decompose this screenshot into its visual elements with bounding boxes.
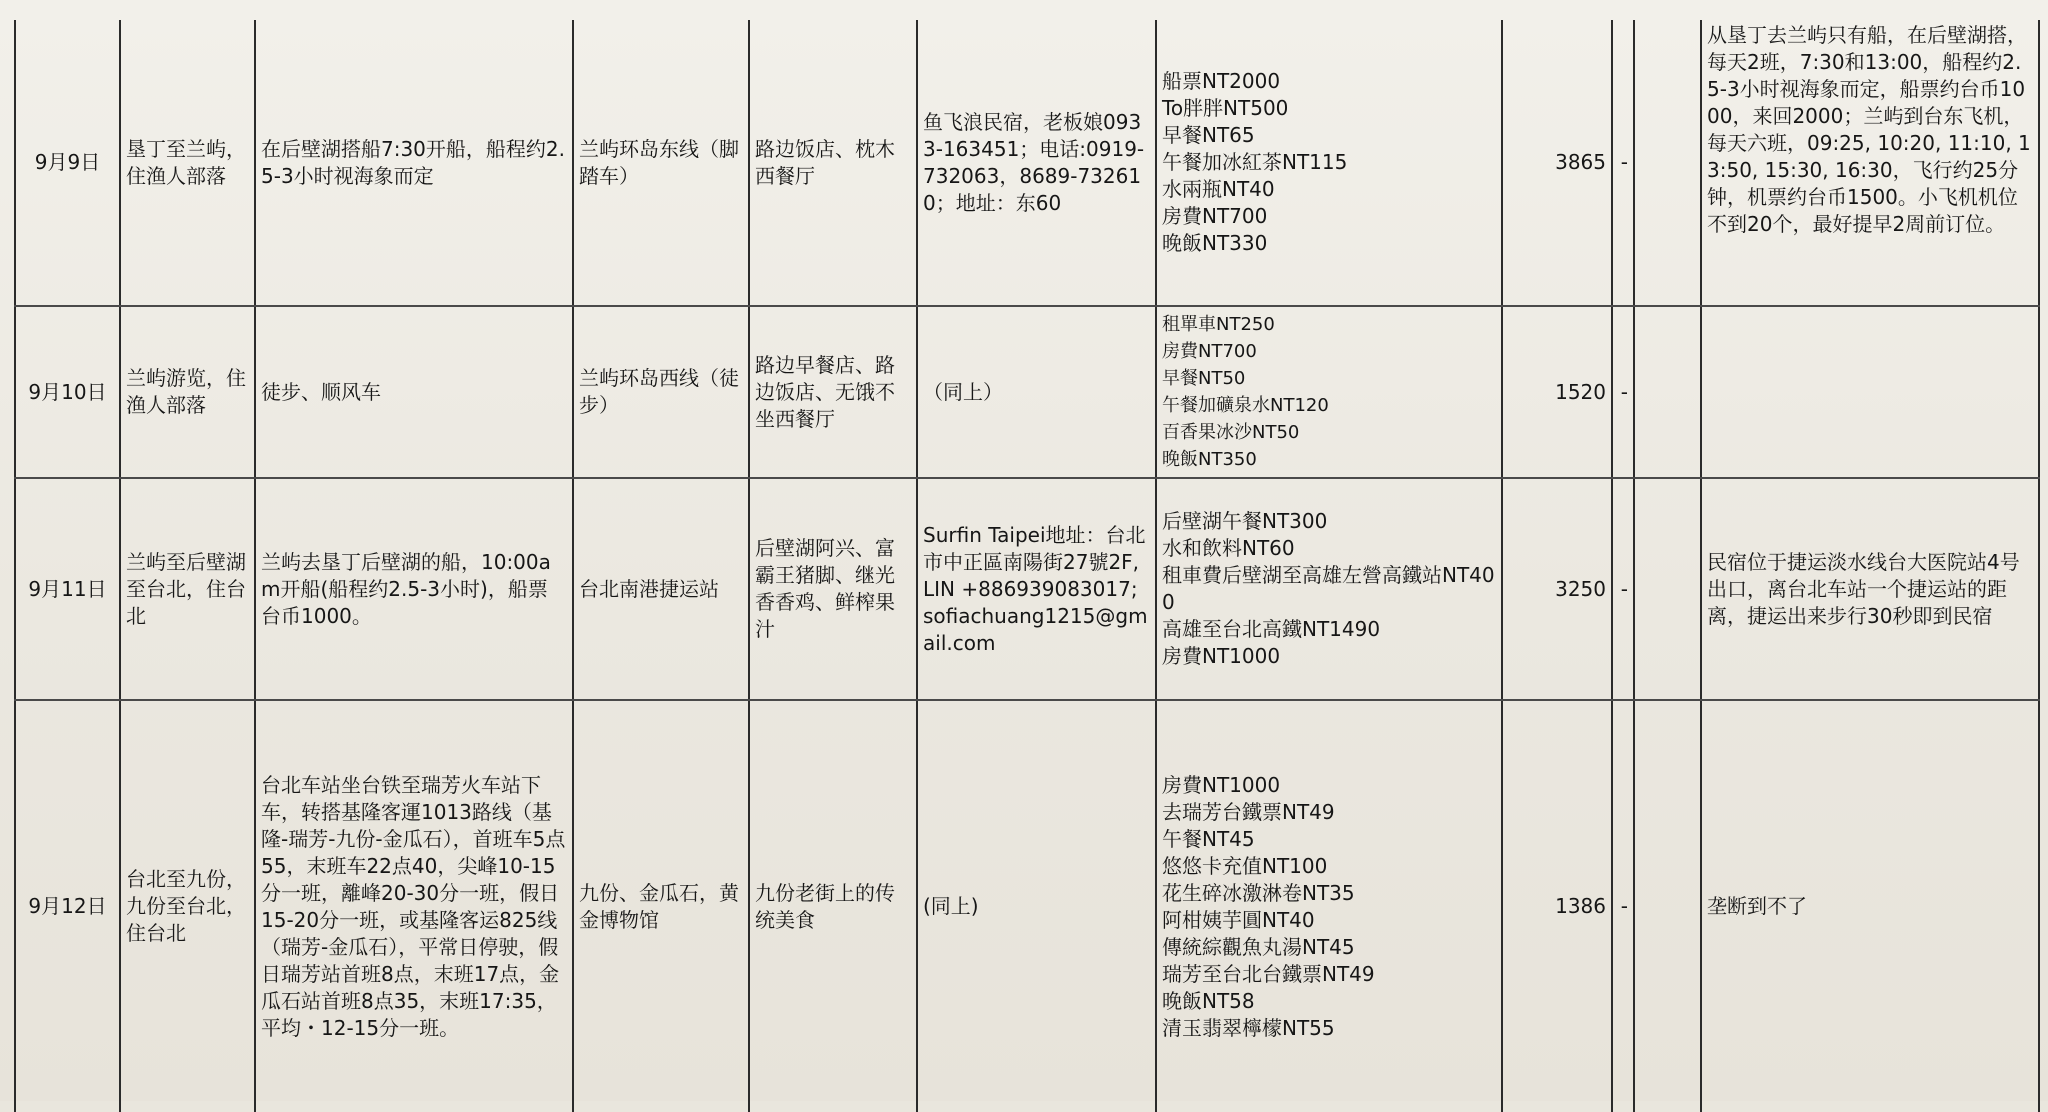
cost-cell bbox=[1156, 478, 1502, 700]
cost-item: 水和飲料NT60 bbox=[1162, 536, 1295, 560]
cost-item: 租車費后壁湖至高雄左營高鐵站NT400 bbox=[1162, 563, 1495, 614]
blank-cell bbox=[1634, 20, 1701, 306]
total-cell: 3250 bbox=[1502, 478, 1612, 700]
cost-item: 高雄至台北高鐵NT1490 bbox=[1162, 617, 1381, 641]
cost-item: 阿柑姨芋圓NT40 bbox=[1162, 907, 1315, 932]
dash-cell: - bbox=[1612, 478, 1634, 700]
route-cell: 兰屿游览，住渔人部落 bbox=[120, 306, 255, 478]
blank-cell bbox=[1634, 478, 1701, 700]
transport-cell: 台北南港捷运站 bbox=[573, 478, 749, 700]
total-cell: 3865 bbox=[1502, 20, 1612, 306]
plan-cell: 在后壁湖搭船7:30开船，船程约2.5-3小时视海象而定 bbox=[255, 20, 573, 306]
cost-item: 水兩瓶NT40 bbox=[1162, 177, 1275, 201]
cost-item: 瑞芳至台北台鐵票NT49 bbox=[1162, 961, 1375, 986]
food-cell: 路边饭店、枕木西餐厅 bbox=[749, 20, 917, 306]
cost-item: 晚飯NT330 bbox=[1162, 231, 1268, 255]
cost-item: 清玉翡翠檸檬NT55 bbox=[1162, 1015, 1335, 1040]
cost-item: 房費NT1000 bbox=[1162, 644, 1281, 668]
cost-item: 晚飯NT350 bbox=[1162, 449, 1257, 470]
cost-item: 房費NT700 bbox=[1162, 341, 1257, 362]
cost-item: 房費NT700 bbox=[1162, 204, 1268, 228]
cost-item: 船票NT2000 bbox=[1162, 69, 1281, 93]
plan-cell: 兰屿去垦丁后壁湖的船，10:00am开船(船程约2.5-3小时)，船票台币1000。 bbox=[255, 478, 573, 700]
cost-item: 早餐NT50 bbox=[1162, 368, 1246, 389]
cost-cell bbox=[1156, 20, 1502, 306]
note-cell bbox=[1701, 306, 2039, 478]
food-cell: 九份老街上的传统美食 bbox=[749, 700, 917, 1112]
plan-cell: 台北车站坐台铁至瑞芳火车站下车，转搭基隆客運1013路线（基隆-瑞芳-九份-金瓜石），首班车5点55，末班车22点40，尖峰10-15分一班，離峰20-30分一班，假日15-20分一班，或基隆客运825线（瑞芳-金瓜石），平常日停驶，假日瑞芳站首班8点，末班17点，金瓜石站首班8点35，末班17:35，平均・12-15分一班。 bbox=[255, 700, 573, 1112]
date-cell: 9月12日 bbox=[15, 700, 120, 1112]
cost-item: 午餐NT45 bbox=[1162, 826, 1255, 851]
itinerary-table bbox=[14, 20, 2040, 1112]
cost-cell bbox=[1156, 306, 1502, 478]
blank-cell bbox=[1634, 700, 1701, 1112]
blank-cell bbox=[1634, 306, 1701, 478]
cost-item: 晚飯NT58 bbox=[1162, 988, 1255, 1013]
stay-cell: （同上） bbox=[917, 306, 1156, 478]
plan-cell: 徒步、顺风车 bbox=[255, 306, 573, 478]
dash-cell: - bbox=[1612, 306, 1634, 478]
table-row bbox=[15, 20, 2039, 306]
cost-item: 百香果冰沙NT50 bbox=[1162, 422, 1300, 443]
cost-item: 悠悠卡充值NT100 bbox=[1162, 853, 1328, 878]
cost-item: 房費NT1000 bbox=[1162, 772, 1281, 797]
date-cell: 9月9日 bbox=[15, 20, 120, 306]
note-cell: 垄断到不了 bbox=[1701, 700, 2039, 1112]
cost-item: 早餐NT65 bbox=[1162, 123, 1255, 147]
table-row bbox=[15, 306, 2039, 478]
cost-item: 后壁湖午餐NT300 bbox=[1162, 509, 1328, 533]
cost-item: 午餐加礦泉水NT120 bbox=[1162, 395, 1329, 416]
cost-item: 午餐加冰紅茶NT115 bbox=[1162, 150, 1348, 174]
dash-cell: - bbox=[1612, 20, 1634, 306]
route-cell: 垦丁至兰屿，住渔人部落 bbox=[120, 20, 255, 306]
total-cell: 1386 bbox=[1502, 700, 1612, 1112]
transport-cell: 兰屿环岛东线（脚踏车） bbox=[573, 20, 749, 306]
total-cell: 1520 bbox=[1502, 306, 1612, 478]
note-cell: 从垦丁去兰屿只有船，在后壁湖搭，每天2班，7:30和13:00，船程约2.5-3小时视海象而定，船票约台币1000，来回2000；兰屿到台东飞机，每天六班，09:25, 10:20, 11:10, 13:50, 15:30, 16:30，飞行约25分钟，机票约台币1500。小飞机机位不到20个，最好提早2周前订位。 bbox=[1701, 20, 2039, 306]
note-cell: 民宿位于捷运淡水线台大医院站4号出口，离台北车站一个捷运站的距离，捷运出来步行30秒即到民宿 bbox=[1701, 478, 2039, 700]
food-cell: 路边早餐店、路边饭店、无饿不坐西餐厅 bbox=[749, 306, 917, 478]
table-row bbox=[15, 700, 2039, 1112]
cost-item: 租單車NT250 bbox=[1162, 314, 1275, 335]
transport-cell: 九份、金瓜石，黄金博物馆 bbox=[573, 700, 749, 1112]
dash-cell: - bbox=[1612, 700, 1634, 1112]
stay-cell: (同上) bbox=[917, 700, 1156, 1112]
cost-item: 花生碎冰激淋卷NT35 bbox=[1162, 880, 1355, 905]
cost-item: 傳統綜觀魚丸湯NT45 bbox=[1162, 934, 1355, 959]
route-cell: 台北至九份，九份至台北，住台北 bbox=[120, 700, 255, 1112]
date-cell: 9月10日 bbox=[15, 306, 120, 478]
table-row bbox=[15, 478, 2039, 700]
cost-item: To胖胖NT500 bbox=[1162, 96, 1289, 120]
food-cell: 后壁湖阿兴、富霸王猪脚、继光香香鸡、鲜榨果汁 bbox=[749, 478, 917, 700]
cost-item: 去瑞芳台鐵票NT49 bbox=[1162, 799, 1335, 824]
cost-cell bbox=[1156, 700, 1502, 1112]
stay-cell: 鱼飞浪民宿，老板娘0933-163451；电话:0919-732063，8689-732610；地址：东60 bbox=[917, 20, 1156, 306]
stay-cell: Surfin Taipei地址：台北市中正區南陽街27號2F, LIN +886939083017; sofiachuang1215@gmail.com bbox=[917, 478, 1156, 700]
transport-cell: 兰屿环岛西线（徒步） bbox=[573, 306, 749, 478]
route-cell: 兰屿至后壁湖至台北，住台北 bbox=[120, 478, 255, 700]
date-cell: 9月11日 bbox=[15, 478, 120, 700]
